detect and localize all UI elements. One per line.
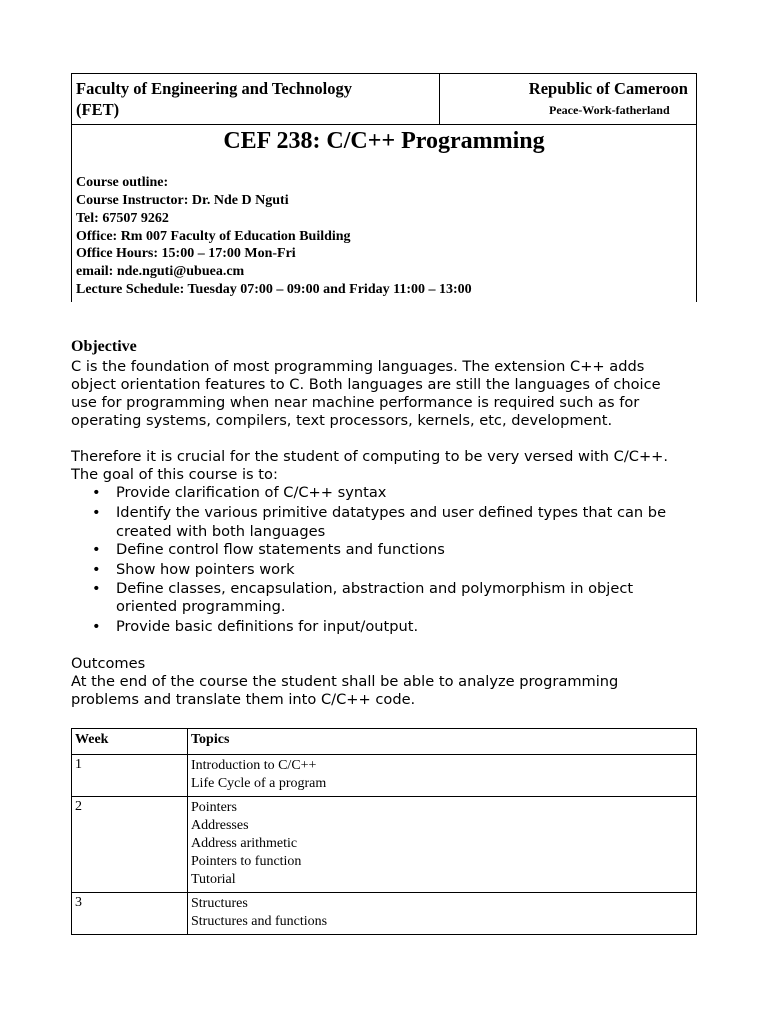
office-line: Office: Rm 007 Faculty of Education Building xyxy=(76,229,351,244)
outcomes-text-line: problems and translate them into C/C++ code. xyxy=(71,691,416,708)
topics-cell xyxy=(188,797,697,893)
bullet-glyph: • xyxy=(92,541,101,558)
goal-item: Show how pointers work xyxy=(116,561,295,578)
week-cell: 3 xyxy=(72,893,188,935)
table-header-row xyxy=(72,729,697,755)
objective-text-line: use for programming when near machine performance is required such as for xyxy=(71,394,640,411)
bullet-glyph: • xyxy=(92,618,101,635)
schedule-table xyxy=(71,728,697,935)
objective-heading: Objective xyxy=(71,338,137,355)
objective-text-line: operating systems, compilers, text processors, kernels, etc, development. xyxy=(71,412,613,429)
goal-text-line: Therefore it is crucial for the student of computing to be very versed with C/C++. xyxy=(71,448,669,465)
bullet-glyph: • xyxy=(92,484,101,501)
tel-line: Tel: 67507 9262 xyxy=(76,211,169,226)
topics-cell xyxy=(188,893,697,935)
outcomes-heading: Outcomes xyxy=(71,655,146,672)
goal-item: Provide basic definitions for input/output. xyxy=(116,618,419,635)
objective-text-line: object orientation features to C. Both languages are still the languages of choice xyxy=(71,376,661,393)
outcomes-text-line: At the end of the course the student shall be able to analyze programming xyxy=(71,673,619,690)
bullet-glyph: • xyxy=(92,504,101,521)
topic-item: Structures xyxy=(191,896,248,911)
topic-item: Structures and functions xyxy=(191,914,328,929)
table-row xyxy=(72,755,697,797)
week-column-header: Week xyxy=(72,729,188,755)
faculty-abbrev: (FET) xyxy=(76,100,120,119)
goal-item: Identify the various primitive datatypes and user defined types that can be xyxy=(116,504,667,521)
week-cell: 2 xyxy=(72,797,188,893)
topic-item: Life Cycle of a program xyxy=(191,776,327,791)
motto-label: Peace-Work-fatherland xyxy=(549,103,670,117)
topics-column-header: Topics xyxy=(188,729,697,755)
week-cell: 1 xyxy=(72,755,188,797)
republic-label: Republic of Cameroon xyxy=(528,79,688,98)
header-box xyxy=(71,73,697,302)
topics-cell xyxy=(188,755,697,797)
course-outline-label: Course outline: xyxy=(76,175,169,190)
table-row xyxy=(72,893,697,935)
office-hours-line: Office Hours: 15:00 – 17:00 Mon-Fri xyxy=(76,246,296,261)
topic-item: Tutorial xyxy=(191,872,236,887)
goal-item: Define control flow statements and functions xyxy=(116,541,445,558)
topic-item: Introduction to C/C++ xyxy=(191,758,317,773)
faculty-name: Faculty of Engineering and Technology xyxy=(76,79,352,98)
topic-item: Pointers to function xyxy=(191,854,302,869)
goal-text-line: The goal of this course is to: xyxy=(71,466,278,483)
course-title: CEF 238: C/C++ Programming xyxy=(223,128,545,154)
lecture-schedule-line: Lecture Schedule: Tuesday 07:00 – 09:00 and Friday 11:00 – 13:00 xyxy=(76,282,472,297)
topic-item: Address arithmetic xyxy=(191,836,298,851)
goal-item-continuation: oriented programming. xyxy=(116,598,286,615)
goal-item-continuation: created with both languages xyxy=(116,523,326,540)
bullet-glyph: • xyxy=(92,561,101,578)
goal-item: Provide clarification of C/C++ syntax xyxy=(116,484,387,501)
faculty-cell xyxy=(72,74,440,124)
topic-item: Pointers xyxy=(191,800,237,815)
instructor-line: Course Instructor: Dr. Nde D Nguti xyxy=(76,193,289,208)
objective-text-line: C is the foundation of most programming languages. The extension C++ adds xyxy=(71,358,645,375)
topic-item: Addresses xyxy=(191,818,249,833)
goal-item: Define classes, encapsulation, abstraction and polymorphism in object xyxy=(116,580,634,597)
bullet-glyph: • xyxy=(92,580,101,597)
email-line: email: nde.nguti@ubuea.cm xyxy=(76,264,245,279)
table-row xyxy=(72,797,697,893)
